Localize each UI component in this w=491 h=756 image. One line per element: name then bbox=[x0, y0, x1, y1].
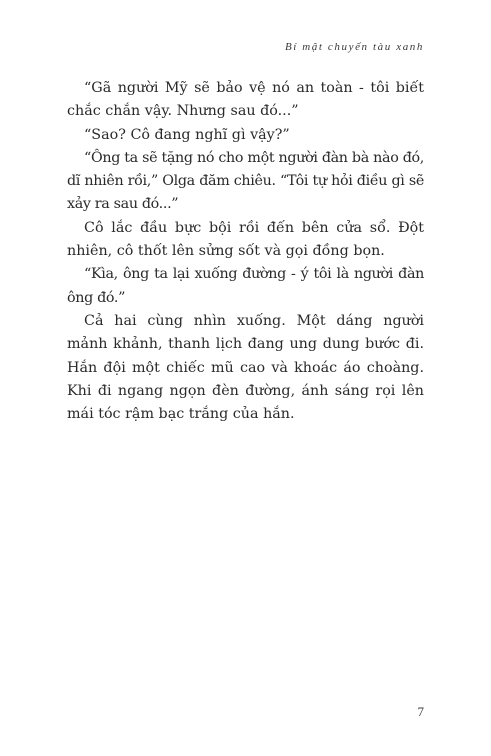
running-header: Bí mật chuyến tàu xanh bbox=[284, 41, 424, 53]
paragraph: “Sao? Cô đang nghĩ gì vậy?” bbox=[84, 126, 290, 143]
paragraph: “Kìa, ông ta lại xuống đường - ý tôi là người đàn ông đó.” bbox=[67, 266, 424, 306]
paragraph: Cô lắc đầu bực bội rồi đến bên cửa sổ. Đột nhiên, cô thốt lên sửng sốt và gọi đồng bọn. bbox=[67, 219, 424, 260]
body-text bbox=[67, 77, 424, 426]
paragraph: Cả hai cùng nhìn xuống. Một dáng người mảnh khảnh, thanh lịch đang ung dung bước đi. Hắn đội một chiếc mũ cao và khoác áo choàng. Khi đi ngang ngọn đèn đường, ánh sáng rọi lên mái tóc rậm bạc trắng của hắn. bbox=[67, 312, 424, 423]
paragraph: “Ông ta sẽ tặng nó cho một người đàn bà nào đó, dĩ nhiên rồi,” Olga đăm chiêu. “Tôi tự hỏi điều gì sẽ xảy ra sau đó...” bbox=[67, 149, 424, 213]
page-number: 7 bbox=[417, 704, 424, 719]
paragraph: “Gã người Mỹ sẽ bảo vệ nó an toàn - tôi biết chắc chắn vậy. Nhưng sau đó...” bbox=[67, 80, 424, 120]
